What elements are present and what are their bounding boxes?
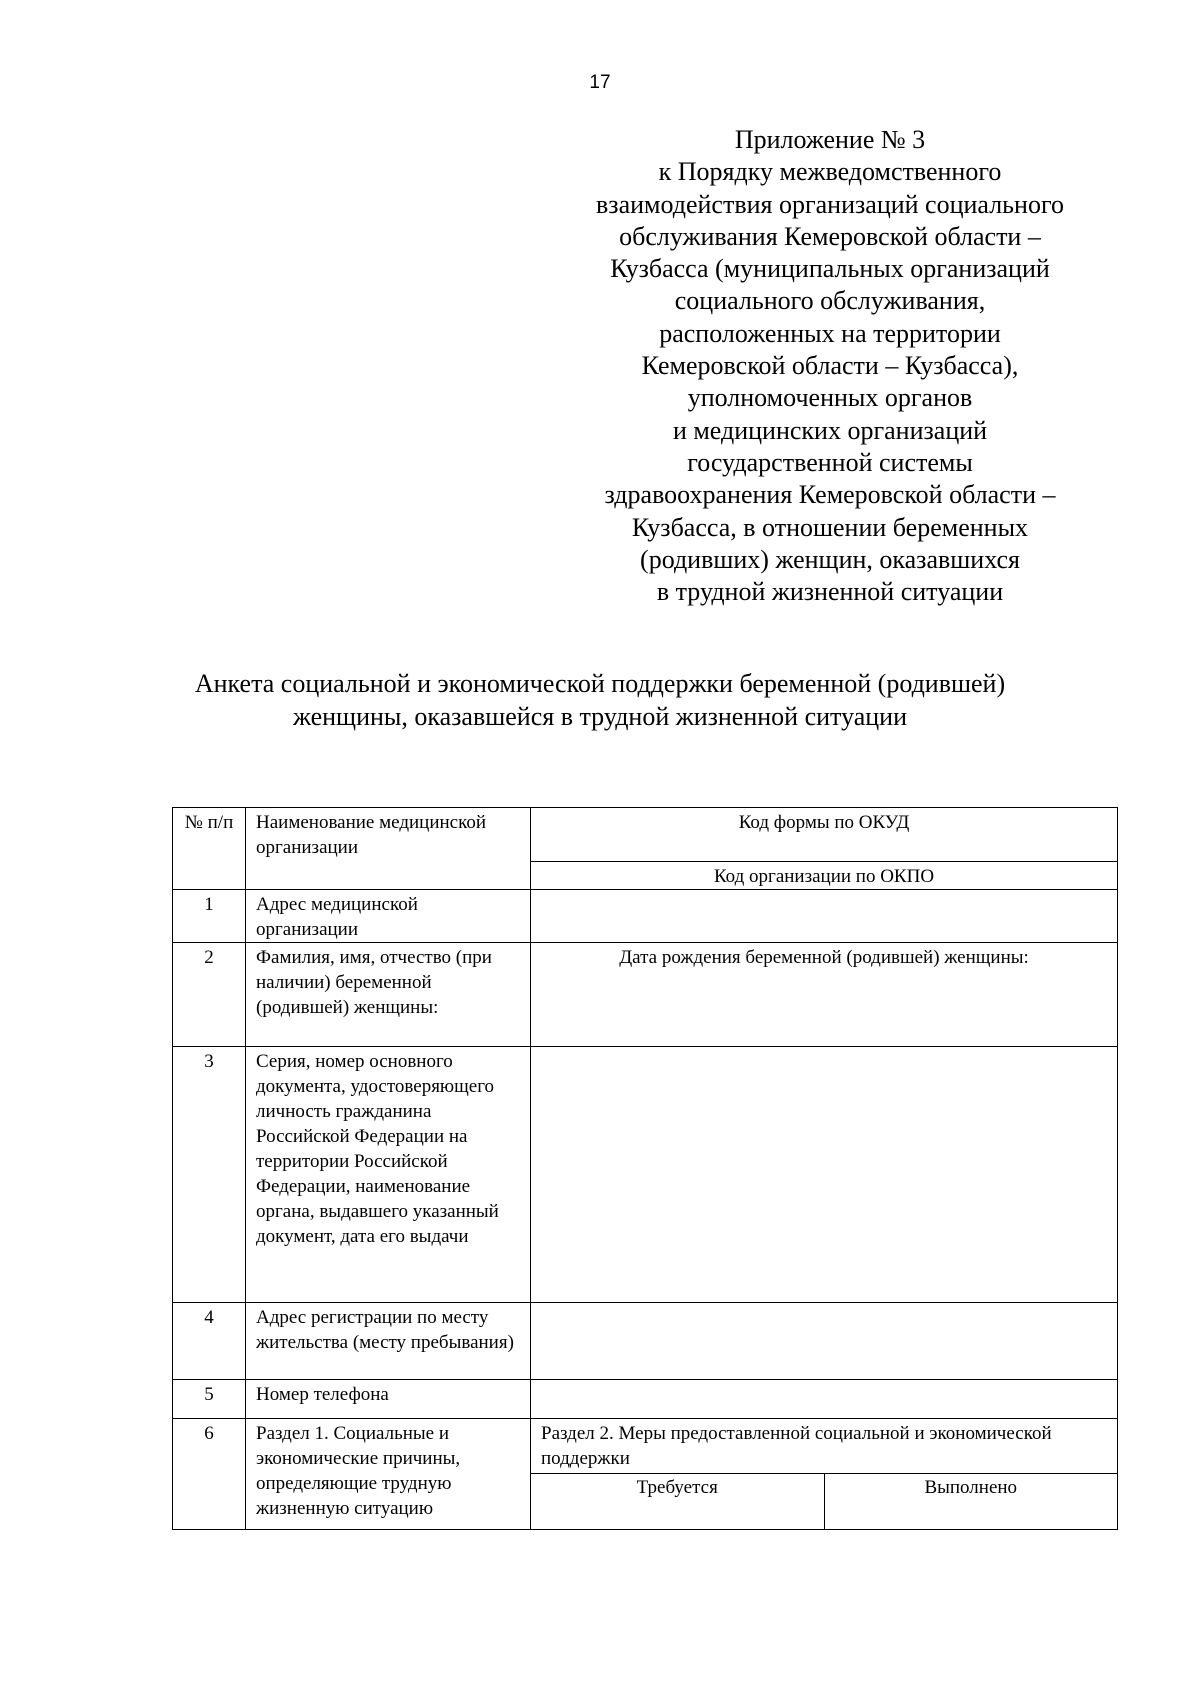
table-row (173, 1380, 1118, 1419)
appendix-line: государственной системы (687, 447, 973, 477)
row-number: 3 (173, 1047, 246, 1303)
appendix-line: расположенных на территории (659, 318, 1001, 348)
section-row (173, 1419, 1118, 1530)
row-number: 5 (173, 1380, 246, 1419)
row-label: Фамилия, имя, отчество (при наличии) беременной (родившей) женщины: (246, 943, 531, 1047)
appendix-line: Кемеровской области – Кузбасса), (641, 351, 1019, 381)
birth-date-field[interactable]: Дата рождения беременной (родившей) женщины: (531, 943, 1118, 1047)
row-label: Адрес регистрации по месту жительства (месту пребывания) (246, 1303, 531, 1380)
row-label: Адрес медицинской организации (246, 890, 531, 943)
row-label: Серия, номер основного документа, удостоверяющего личность гражданина Российской Федерации на территории Российской Федерации, наименование органа, выдавшего указанный документ, дата его выдачи (246, 1047, 531, 1303)
page-number: 17 (589, 72, 611, 93)
okud-header: Код формы по ОКУД (531, 808, 1118, 862)
row-value[interactable] (531, 890, 1118, 943)
appendix-line: обслуживания Кемеровской области – (619, 221, 1041, 251)
appendix-line: к Порядку межведомственного (658, 157, 1002, 187)
row-value[interactable] (531, 1047, 1118, 1303)
done-column-header: Выполнено (924, 1476, 1018, 1498)
appendix-line: социального обслуживания, (674, 286, 986, 316)
row-number: 2 (173, 943, 246, 1047)
section-2-table (531, 1419, 1117, 1529)
num-header: № п/п (173, 808, 246, 890)
appendix-line: Кузбасса, в отношении беременных (631, 512, 1029, 542)
table-row (173, 1303, 1118, 1380)
row-label: Номер телефона (246, 1380, 531, 1419)
questionnaire-table (172, 807, 1118, 1530)
row-number: 6 (173, 1419, 246, 1530)
appendix-header (575, 124, 1085, 608)
okpo-header: Код организации по ОКПО (531, 862, 1118, 890)
row-number: 4 (173, 1303, 246, 1380)
table-row (173, 890, 1118, 943)
appendix-line: Кузбасса (муниципальных организаций (610, 254, 1050, 284)
appendix-line: уполномоченных органов (687, 383, 973, 413)
row-number: 1 (173, 890, 246, 943)
required-column-header: Требуется (531, 1473, 824, 1529)
appendix-line: здравоохранения Кемеровской области – (604, 480, 1056, 510)
form-title-line: женщины, оказавшейся в трудной жизненной ситуации (292, 702, 908, 731)
section-1-label: Раздел 1. Социальные и экономические причины, определяющие трудную жизненную ситуацию (246, 1419, 531, 1530)
form-title-line: Анкета социальной и экономической поддержки беременной (родившей) (194, 669, 1006, 698)
appendix-line: в трудной жизненной ситуации (656, 577, 1004, 607)
row-value[interactable] (531, 1380, 1118, 1419)
name-header: Наименование медицинской организации (246, 808, 531, 890)
appendix-line: Приложение № 3 (734, 125, 926, 154)
appendix-line: и медицинских организаций (672, 415, 988, 445)
section-2-cell (531, 1419, 1118, 1530)
section-2-label: Раздел 2. Меры предоставленной социальной и экономической поддержки (531, 1419, 1117, 1473)
table-header-row-1 (173, 808, 1118, 862)
appendix-line: взаимодействия организаций социального (596, 189, 1064, 219)
row-value[interactable] (531, 1303, 1118, 1380)
table-row (173, 943, 1118, 1047)
appendix-line: (родивших) женщин, оказавшихся (640, 544, 1020, 574)
table-row (173, 1047, 1118, 1303)
form-title (0, 667, 1200, 733)
